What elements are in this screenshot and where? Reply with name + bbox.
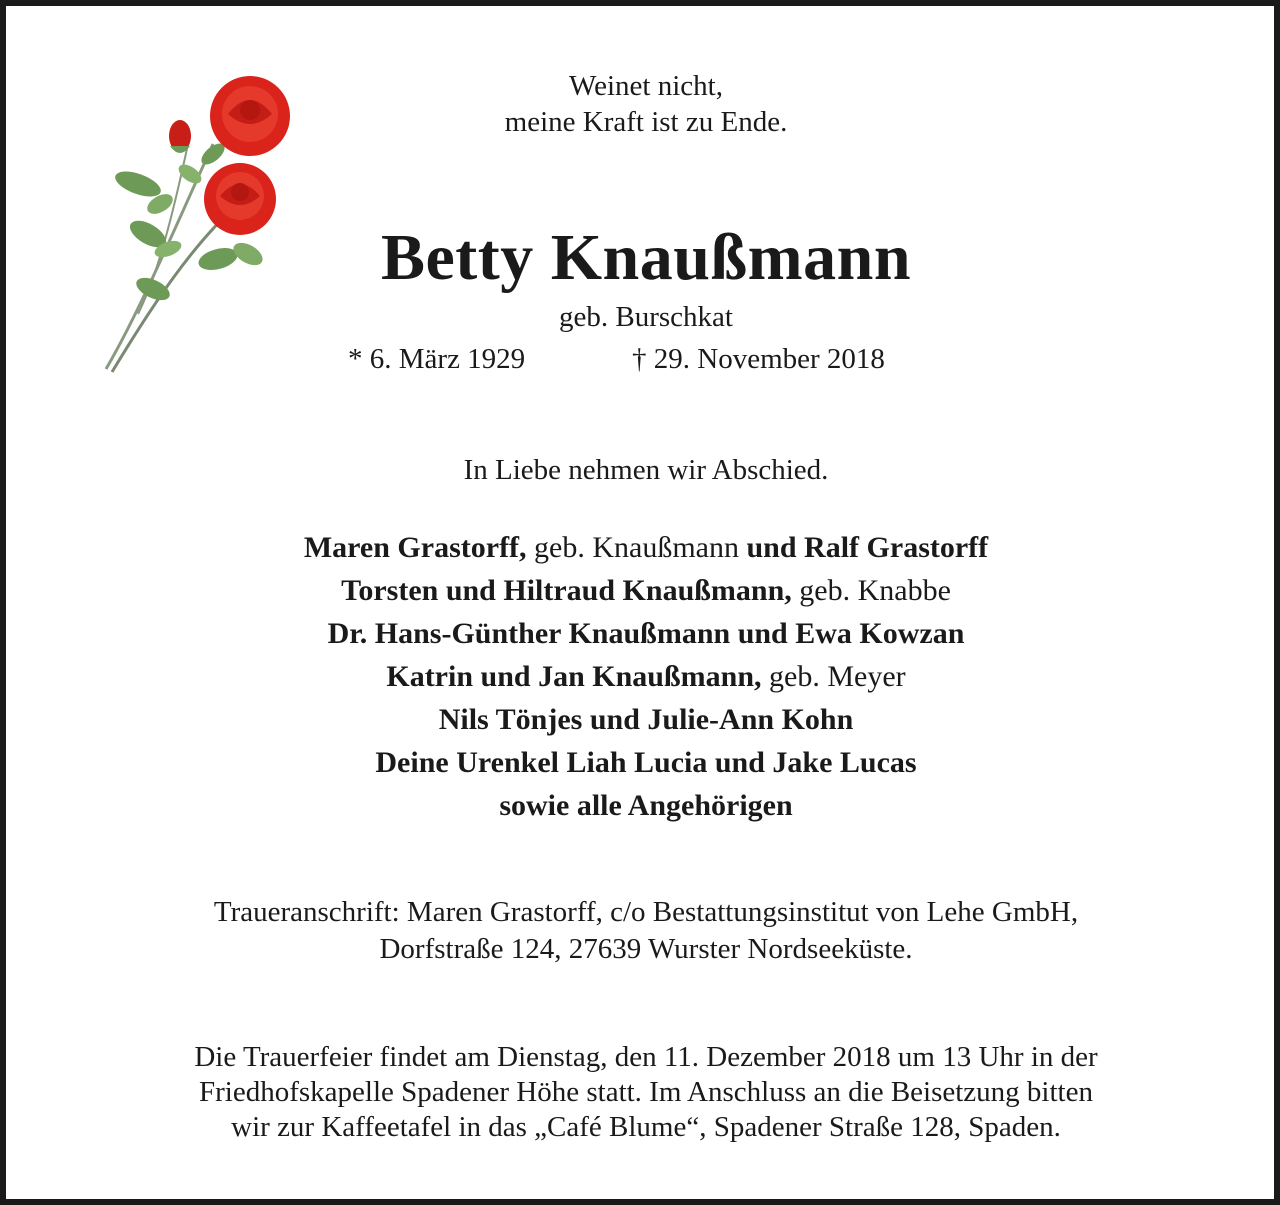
maiden-name: geb. Burschkat bbox=[559, 301, 733, 333]
funeral-line-3: wir zur Kaffeetafel in das „Café Blume“, Spadener Straße 128, Spaden. bbox=[231, 1111, 1061, 1143]
mourner-name: Dr. Hans-Günther Knaußmann und Ewa Kowzan bbox=[327, 617, 965, 650]
mourner-line bbox=[6, 698, 1280, 741]
birth-date: * 6. März 1929 bbox=[348, 343, 526, 375]
mourner-name: Katrin und Jan Knaußmann, bbox=[386, 660, 762, 693]
mourner-note: geb. Meyer bbox=[761, 660, 906, 693]
mourner-name: sowie alle Angehörigen bbox=[499, 789, 793, 822]
funeral-line-1: Die Trauerfeier findet am Dienstag, den 11. Dezember 2018 um 13 Uhr in der bbox=[194, 1041, 1098, 1073]
mourner-note: geb. Knabbe bbox=[791, 574, 951, 607]
motto bbox=[6, 68, 1280, 140]
funeral-notice bbox=[6, 1040, 1280, 1145]
mourner-name: und Ralf Grastorff bbox=[746, 531, 989, 564]
death-date: † 29. November 2018 bbox=[632, 343, 885, 375]
mourners-list bbox=[6, 526, 1280, 827]
motto-line-2: meine Kraft ist zu Ende. bbox=[504, 106, 788, 138]
life-dates bbox=[6, 340, 1280, 380]
deceased-name: Betty Knaußmann bbox=[380, 221, 912, 294]
address-line-2: Dorfstraße 124, 27639 Wurster Nordseeküste. bbox=[379, 933, 913, 965]
mourner-line bbox=[6, 612, 1280, 655]
mourner-name: Torsten und Hiltraud Knaußmann, bbox=[341, 574, 792, 607]
motto-line-1: Weinet nicht, bbox=[569, 70, 723, 102]
mourner-name: Nils Tönjes und Julie-Ann Kohn bbox=[438, 703, 854, 736]
mourner-line bbox=[6, 784, 1280, 827]
farewell-line: In Liebe nehmen wir Abschied. bbox=[463, 454, 829, 486]
mourner-line bbox=[6, 569, 1280, 612]
mourner-name: Deine Urenkel Liah Lucia und Jake Lucas bbox=[375, 746, 917, 779]
mourner-note: geb. Knaußmann bbox=[526, 531, 747, 564]
mourner-line bbox=[6, 741, 1280, 784]
mourner-name: Maren Grastorff, bbox=[303, 531, 527, 564]
funeral-line-2: Friedhofskapelle Spadener Höhe statt. Im Anschluss an die Beisetzung bitten bbox=[199, 1076, 1093, 1108]
condolence-address bbox=[6, 894, 1280, 968]
address-line-1: Traueranschrift: Maren Grastorff, c/o Bestattungsinstitut von Lehe GmbH, bbox=[213, 896, 1079, 928]
mourner-line bbox=[6, 526, 1280, 569]
mourner-line bbox=[6, 655, 1280, 698]
